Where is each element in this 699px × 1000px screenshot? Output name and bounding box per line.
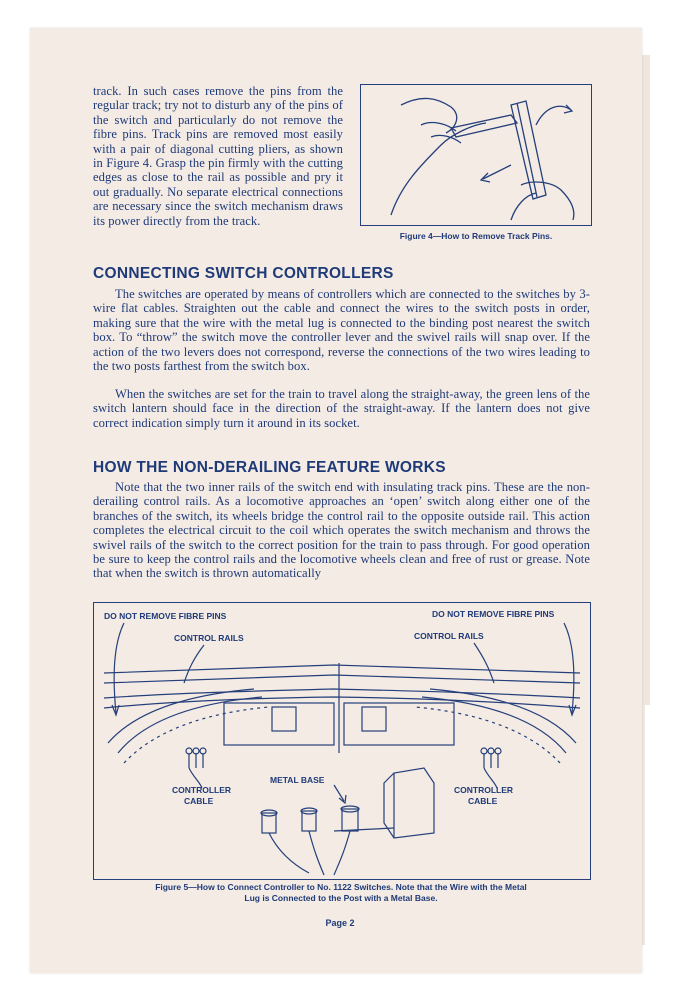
- label-control-rails-left: CONTROL RAILS: [174, 633, 244, 643]
- connecting-paragraph-2-block: [93, 387, 590, 430]
- label-fibre-pins-left: DO NOT REMOVE FIBRE PINS: [104, 611, 227, 621]
- hand-right-outline: [521, 182, 574, 220]
- figure-5-caption: [93, 882, 589, 904]
- rail-piece: [511, 101, 546, 199]
- figure-5-caption-line-1: Figure 5—How to Connect Controller to No. 1122 Switches. Note that the Wire with the Metal: [155, 882, 527, 892]
- non-derailing-paragraph-block: [93, 480, 590, 581]
- non-derailing-paragraph: Note that the two inner rails of the switch end with insulating track pins. These are the non-derailing control rails. As a locomotive approaches an ‘open’ switch along either one of the branches of the switch, its wheels bridge the control rail to the opposite outside rail. This action completes the electrical circuit to the coil which operates the switch mechanism and throws the swivel rails of the switch to the correct position for the train to pass through. For good operation be sure to keep the control rails and the locomotive wheels clean and free of rust or grease. Note that when the switch is thrown automatically: [93, 480, 590, 581]
- figure-4-illustration: [360, 84, 592, 226]
- pliers-hand-drawing: [361, 85, 591, 225]
- track-drawing: [104, 623, 580, 875]
- label-controller-cable-left-2: CABLE: [184, 796, 214, 806]
- page-number: Page 2: [325, 918, 355, 928]
- heading-connecting-switch-controllers: CONNECTING SWITCH CONTROLLERS: [93, 265, 394, 282]
- connecting-paragraph-2: When the switches are set for the train to travel along the straight-away, the green lens of the switch lantern should face in the direction of the straight-away. If the lantern does not give correct indication simply turn it around in its socket.: [93, 387, 590, 430]
- connecting-paragraph-1: The switches are operated by means of controllers which are connected to the switches by 3-wire flat cables. Straighten out the cable and connect the wires to the switch posts in order, making sure that the wire with the metal lug is connected to the binding post nearest the switch box. To “throw” the switch move the controller lever and the swivel rails will snap over. If the action of the two levers does not correspond, reverse the connections of the two wires leading to the two posts farthest from the switch box.: [93, 287, 590, 374]
- arrow-up: [536, 106, 571, 125]
- figure-4-caption: Figure 4—How to Remove Track Pins.: [399, 231, 553, 241]
- connecting-paragraph-1-block: [93, 287, 590, 373]
- heading-non-derailing: HOW THE NON-DERAILING FEATURE WORKS: [93, 459, 446, 476]
- label-controller-cable-right-2: CABLE: [468, 796, 498, 806]
- label-controller-cable-right-1: CONTROLLER: [454, 785, 514, 795]
- label-controller-cable-left-1: CONTROLLER: [172, 785, 232, 795]
- figure-5-illustration: [93, 602, 591, 880]
- label-metal-base: METAL BASE: [270, 775, 325, 785]
- label-control-rails-right: CONTROL RAILS: [414, 631, 484, 641]
- arrow-left: [483, 165, 511, 179]
- figure-5-caption-line-2: Lug is Connected to the Post with a Metal Base.: [244, 893, 438, 903]
- pliers-jaw: [451, 115, 517, 137]
- finger-top: [401, 98, 457, 133]
- switch-wiring-diagram: [94, 603, 590, 879]
- hand-left-outline: [391, 123, 486, 215]
- intro-paragraph: track. In such cases remove the pins from the regular track; try not to disturb any of the pins of the switch and particularly do not remove the fibre pins. Track pins are removed most easily with a pair of diagonal cutting pliers, as shown in Figure 4. Grasp the pin firmly with the cutting edges as close to the rail as possible and pry it out gradually. No separate electrical connections are necessary since the switch mechanism draws its power directly from the track.: [93, 84, 343, 228]
- label-fibre-pins-right: DO NOT REMOVE FIBRE PINS: [432, 609, 555, 619]
